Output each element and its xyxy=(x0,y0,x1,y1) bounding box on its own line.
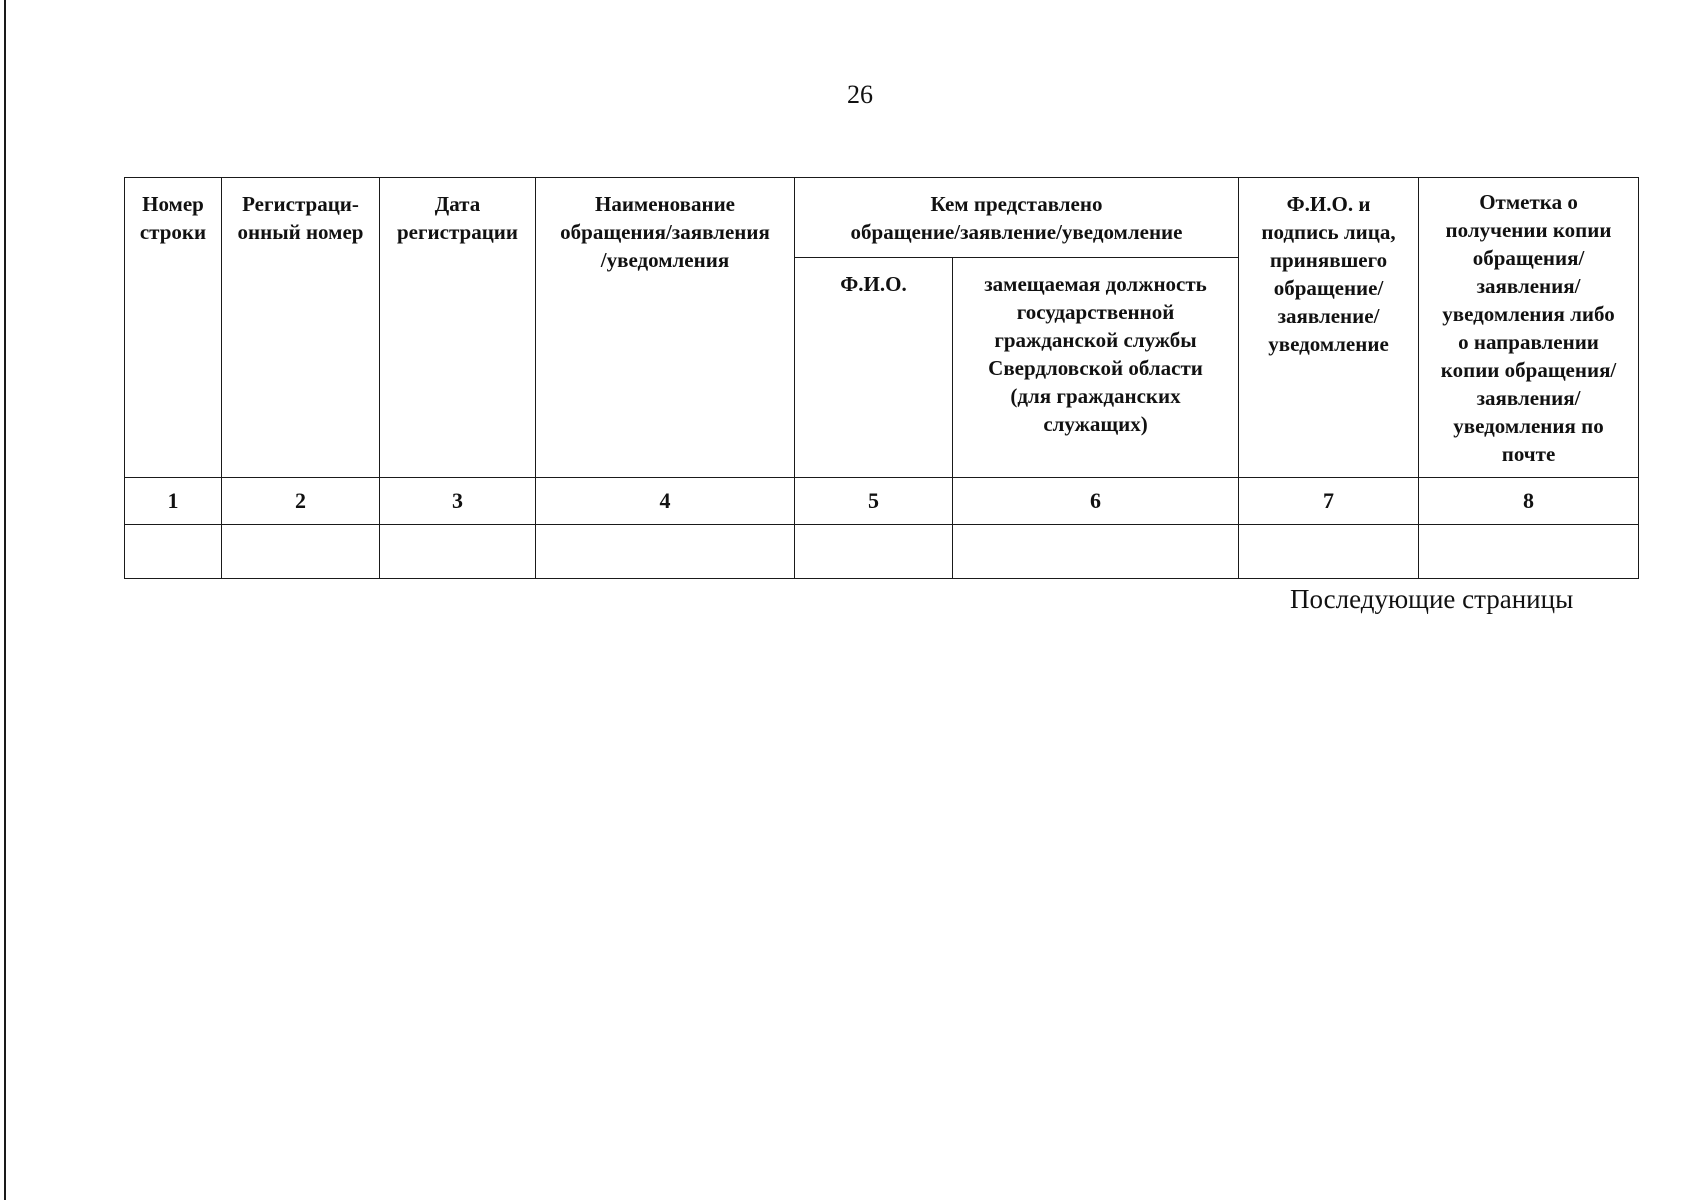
empty-cell xyxy=(1239,525,1419,579)
empty-entry-row xyxy=(125,525,1639,579)
empty-cell xyxy=(222,525,380,579)
header-row-top xyxy=(125,178,1639,258)
page-number: 26 xyxy=(847,80,873,109)
footer-note: Последующие страницы xyxy=(1290,584,1574,614)
column-number: 5 xyxy=(795,478,953,525)
column-number: 8 xyxy=(1419,478,1639,525)
header-submitted-fio: Ф.И.О. xyxy=(795,258,953,478)
scan-page-edge xyxy=(4,0,6,1200)
header-copy-mark: Отметка о получении копии обращения/ заявления/ уведомления либо о направлении копии обращения/ заявления/ уведомления по почте xyxy=(1419,178,1639,478)
column-number: 2 xyxy=(222,478,380,525)
column-number: 6 xyxy=(953,478,1239,525)
header-submitted-by: Кем представлено обращение/заявление/уведомление xyxy=(795,178,1239,258)
column-number: 3 xyxy=(380,478,536,525)
empty-cell xyxy=(536,525,795,579)
empty-cell xyxy=(380,525,536,579)
header-reg-date: Дата регистрации xyxy=(380,178,536,478)
header-doc-name: Наименование обращения/заявления /уведомления xyxy=(536,178,795,478)
header-reg-number: Регистраци- онный номер xyxy=(222,178,380,478)
header-receiver: Ф.И.О. и подпись лица, принявшего обращение/ заявление/ уведомление xyxy=(1239,178,1419,478)
header-position: замещаемая должность государственной гражданской службы Свердловской области (для гражданских служащих) xyxy=(953,258,1239,478)
column-number-row xyxy=(125,478,1639,525)
header-row-number: Номер строки xyxy=(125,178,222,478)
empty-cell xyxy=(1419,525,1639,579)
column-number: 4 xyxy=(536,478,795,525)
empty-cell xyxy=(125,525,222,579)
column-number: 1 xyxy=(125,478,222,525)
registration-journal-table xyxy=(124,177,1639,579)
column-number: 7 xyxy=(1239,478,1419,525)
empty-cell xyxy=(795,525,953,579)
empty-cell xyxy=(953,525,1239,579)
